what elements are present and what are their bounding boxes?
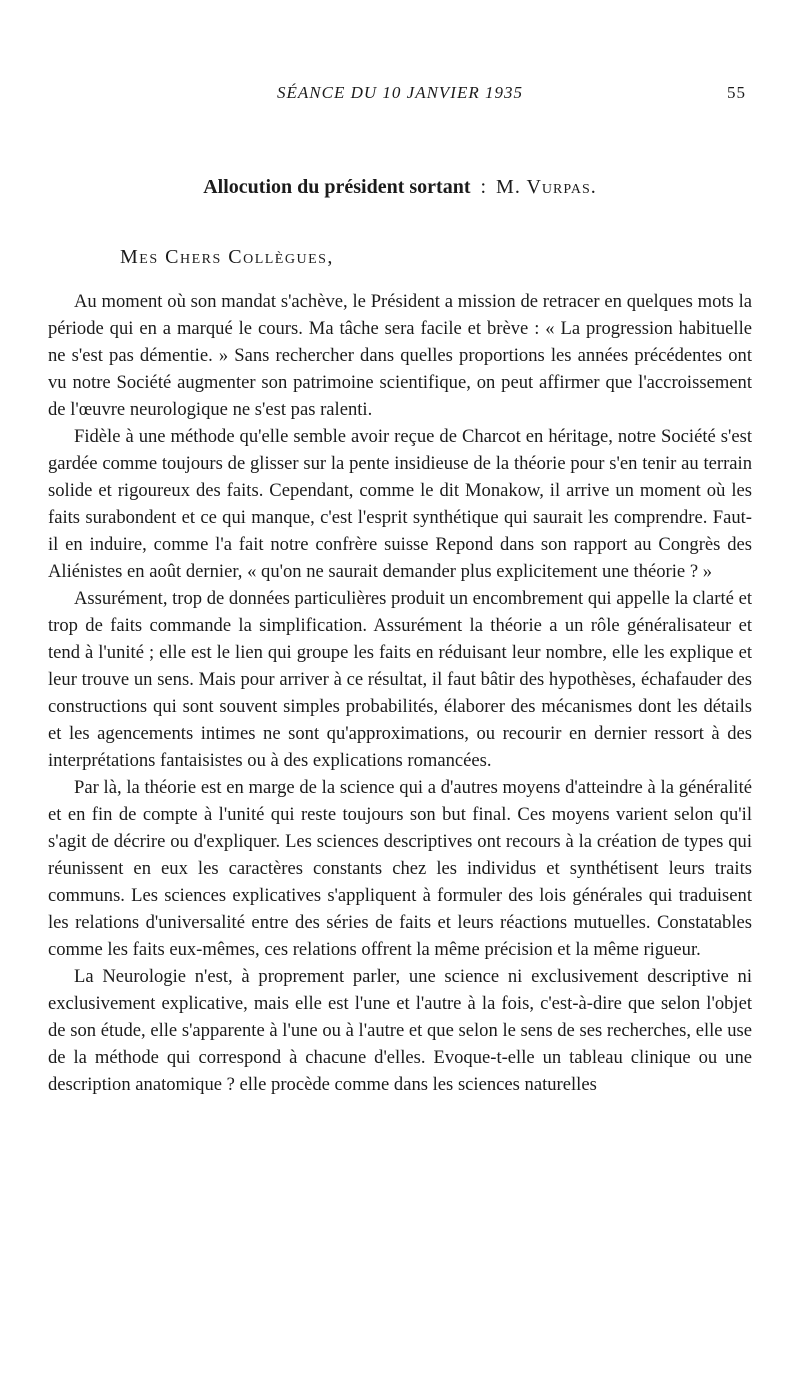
paragraph: Assurément, trop de données particulières produit un encombrement qui appelle la clarté et trop de faits commande la simplification. Assurément la théorie a un rôle généralisateur et tend à l'unité ; elle est le lien qui groupe les faits en réduisant leur nombre, elle les explique et leur trouve un sens. Mais pour arriver à ce résultat, il faut bâtir des hypothèses, échafauder des constructions qui sont souvent simples probabilités, élaborer des mécanismes dont les détails et les agencements intimes ne sont qu'approximations, ou recourir en dernier ressort à des interprétations fantaisistes ou à des explications romancées. (48, 588, 752, 771)
salutation: Mes Chers Collègues, (120, 246, 334, 268)
paragraph: Fidèle à une méthode qu'elle semble avoir reçue de Charcot en héritage, notre Société s'est gardée comme toujours de glisser sur la pente insidieuse de la théorie pour s'en tenir au terrain solide et rigoureux des faits. Cependant, comme le dit Monakow, il arrive un moment où les faits surabondent et ce qui manque, c'est l'esprit synthétique qui saurait les comprendre. Faut-il en induire, comme l'a fait notre confrère suisse Repond dans son rapport au Congrès des Aliénistes en août dernier, « qu'on ne saurait demander plus explicitement une théorie ? » (48, 426, 752, 582)
article-body (48, 288, 752, 1098)
paragraph: Au moment où son mandat s'achève, le Président a mission de retracer en quelques mots la période qui en a marqué le cours. Ma tâche sera facile et brève : « La progression habituelle ne s'est pas démentie. » Sans rechercher dans quelles proportions les années précédentes ont vu notre Société augmenter son patrimoine scientifique, on peut affirmer que l'accroissement de l'œuvre neurologique ne s'est pas ralenti. (48, 291, 752, 420)
paragraph: Par là, la théorie est en marge de la science qui a d'autres moyens d'atteindre à la généralité et en fin de compte à l'unité qui reste toujours son but final. Ces moyens varient selon qu'il s'agit de décrire ou d'expliquer. Les sciences descriptives ont recours à la création de types qui réunissent en eux les caractères constants chez les individus et synthétisent leurs traits communs. Les sciences explicatives s'appliquent à formuler des lois générales qui traduisent les relations d'universalité entre des séries de faits et leurs réactions mutuelles. Constatables comme les faits eux-mêmes, ces relations offrent la même précision et la même rigueur. (48, 777, 752, 960)
title-separator: : (480, 176, 487, 198)
author-name: M. Vurpas. (496, 176, 597, 198)
page-number: 55 (727, 83, 746, 102)
paragraph: La Neurologie n'est, à proprement parler, une science ni exclusivement descriptive ni exclusivement explicative, mais elle est l'une et l'autre à la fois, c'est-à-dire que selon l'objet de son étude, elle s'apparente à l'une ou à l'autre et que selon le sens de ses recherches, elle use de la méthode qui correspond à chacune d'elles. Evoque-t-elle un tableau clinique ou une description anatomique ? elle procède comme dans les sciences naturelles (48, 966, 752, 1095)
running-title: SÉANCE DU 10 JANVIER 1935 (277, 83, 523, 102)
article-title (0, 176, 800, 199)
running-head (0, 83, 800, 107)
title-text: Allocution du président sortant (203, 176, 471, 198)
